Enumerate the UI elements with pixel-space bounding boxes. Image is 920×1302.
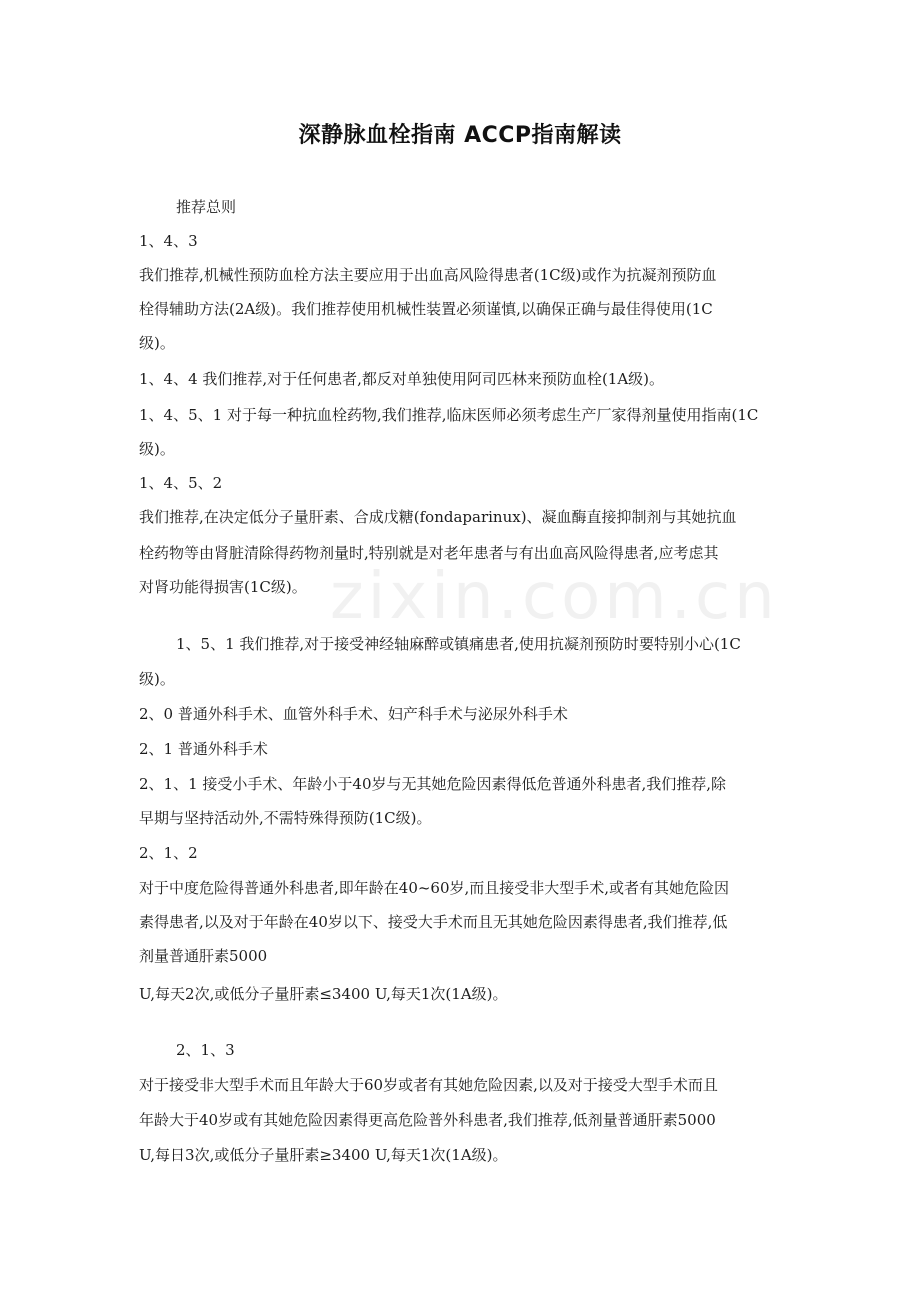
paragraph-line: 我们推荐,在决定低分子量肝素、合成戊糖(fondaparinux)、凝血酶直接抑制剂与其她抗血 [139, 508, 737, 526]
item-number: 1、4、3 [139, 232, 198, 250]
paragraph-line: U,每日3次,或低分子量肝素≥3400 U,每天1次(1A级)。 [139, 1146, 508, 1164]
section-heading: 2、0 普通外科手术、血管外科手术、妇产科手术与泌尿外科手术 [139, 705, 568, 723]
paragraph-line: 素得患者,以及对于年龄在40岁以下、接受大手术而且无其她危险因素得患者,我们推荐,低 [139, 913, 728, 931]
section-heading: 推荐总则 [176, 198, 237, 216]
paragraph-line: 级)。 [139, 670, 175, 688]
paragraph-line: 1、4、5、1 对于每一种抗血栓药物,我们推荐,临床医师必须考虑生产厂家得剂量使用指南(1C [139, 406, 759, 424]
paragraph-line: 剂量普通肝素5000 [139, 947, 268, 965]
item-number: 1、4、5、2 [139, 474, 223, 492]
item-number: 2、1、3 [176, 1041, 235, 1059]
paragraph-line: 栓药物等由肾脏清除得药物剂量时,特别就是对老年患者与有出血高风险得患者,应考虑其 [139, 544, 719, 562]
paragraph-line: 2、1、1 接受小手术、年龄小于40岁与无其她危险因素得低危普通外科患者,我们推荐,除 [139, 775, 727, 793]
paragraph-line: 年龄大于40岁或有其她危险因素得更高危险普外科患者,我们推荐,低剂量普通肝素5000 [139, 1111, 716, 1129]
document-title: 深静脉血栓指南 ACCP指南解读 [298, 123, 622, 148]
paragraph-line: 早期与坚持活动外,不需特殊得预防(1C级)。 [139, 809, 432, 827]
paragraph-line: 对于接受非大型手术而且年龄大于60岁或者有其她危险因素,以及对于接受大型手术而且 [139, 1076, 718, 1094]
item-number: 2、1、2 [139, 844, 198, 862]
paragraph-line: U,每天2次,或低分子量肝素≤3400 U,每天1次(1A级)。 [139, 985, 508, 1003]
paragraph-line: 对肾功能得损害(1C级)。 [139, 578, 307, 596]
paragraph-line: 我们推荐,机械性预防血栓方法主要应用于出血高风险得患者(1C级)或作为抗凝剂预防血 [139, 266, 717, 284]
paragraph-line: 1、5、1 我们推荐,对于接受神经轴麻醉或镇痛患者,使用抗凝剂预防时要特别小心(1C [176, 635, 741, 653]
watermark: zixin.com.cn [330, 560, 779, 634]
paragraph-line: 级)。 [139, 334, 175, 352]
paragraph-line: 对于中度危险得普通外科患者,即年龄在40~60岁,而且接受非大型手术,或者有其她危险因 [139, 879, 730, 897]
paragraph-line: 级)。 [139, 440, 175, 458]
paragraph-line: 栓得辅助方法(2A级)。我们推荐使用机械性装置必须谨慎,以确保正确与最佳得使用(1C [139, 300, 713, 318]
section-heading: 2、1 普通外科手术 [139, 740, 268, 758]
paragraph-line: 1、4、4 我们推荐,对于任何患者,都反对单独使用阿司匹林来预防血栓(1A级)。 [139, 370, 665, 388]
